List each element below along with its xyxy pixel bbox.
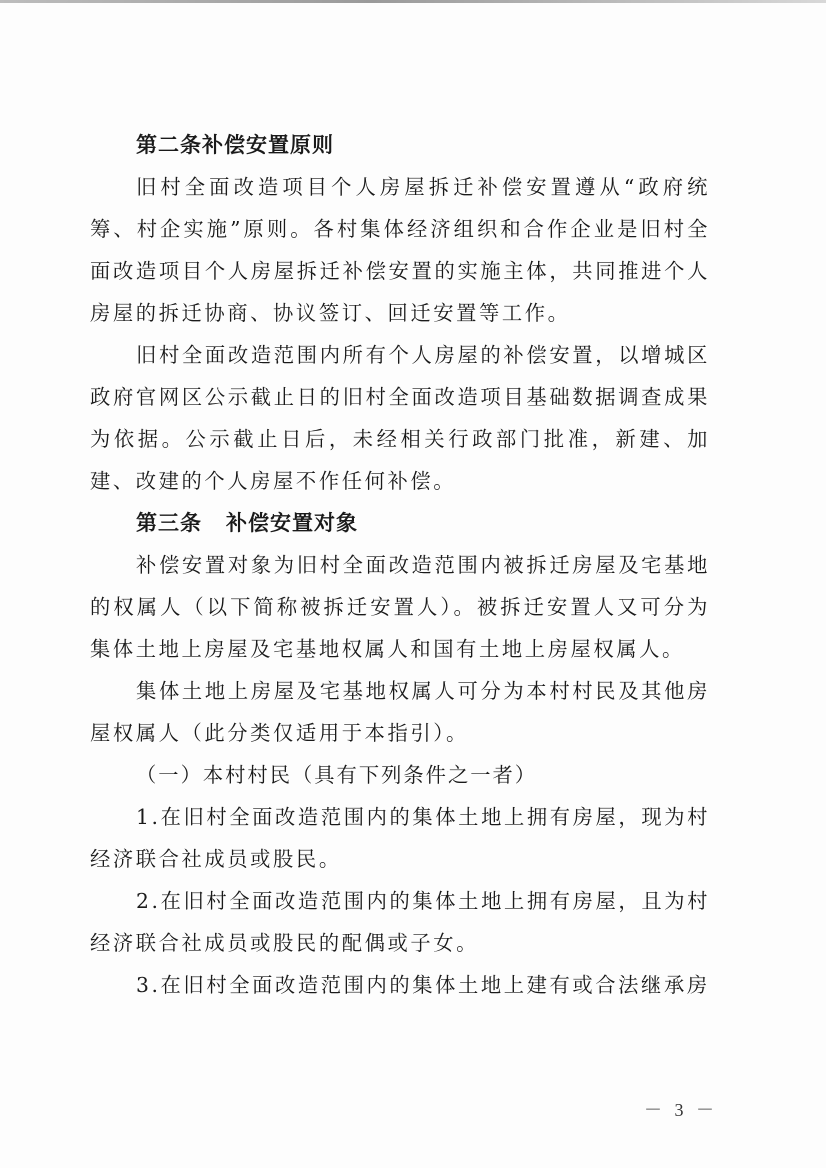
paragraph: 集体土地上房屋及宅基地权属人可分为本村村民及其他房屋权属人（此分类仅适用于本指引）。 [90,679,710,745]
list-item: 1.在旧村全面改造范围内的集体土地上拥有房屋，现为村经济联合社成员或股民。 [90,805,710,871]
paragraph: 旧村全面改造项目个人房屋拆迁补偿安置遵从“政府统筹、村企实施”原则。各村集体经济组织和合作企业是旧村全面改造项目个人房屋拆迁补偿安置的实施主体，共同推进个人房屋的拆迁协商、协议签订、回迁安置等工作。 [90,175,710,325]
document-body [90,124,710,1006]
paragraph: 补偿安置对象为旧村全面改造范围内被拆迁房屋及宅基地的权属人（以下简称被拆迁安置人）。被拆迁安置人又可分为集体土地上房屋及宅基地权属人和国有土地上房屋权属人。 [90,553,710,661]
section-heading-article-3 [136,502,710,544]
heading-number: 第二条 [136,132,202,157]
sub-heading: （一）本村村民（具有下列条件之一者） [136,763,538,787]
paragraph: 旧村全面改造范围内所有个人房屋的补偿安置，以增城区政府官网区公示截止日的旧村全面改造项目基础数据调查成果为依据。公示截止日后，未经相关行政部门批准，新建、加建、改建的个人房屋不作任何补偿。 [90,343,710,493]
page-number: － 3 － [644,1100,718,1120]
list-item: 2.在旧村全面改造范围内的集体土地上拥有房屋，且为村经济联合社成员或股民的配偶或子女。 [90,889,710,955]
heading-number: 第三条 [136,510,202,535]
scan-edge [0,0,826,3]
heading-title: 补偿安置对象 [226,510,358,535]
list-item: 3.在旧村全面改造范围内的集体土地上建有或合法继承房 [136,973,710,997]
section-heading-article-2 [136,124,710,166]
heading-title: 补偿安置原则 [202,132,334,157]
